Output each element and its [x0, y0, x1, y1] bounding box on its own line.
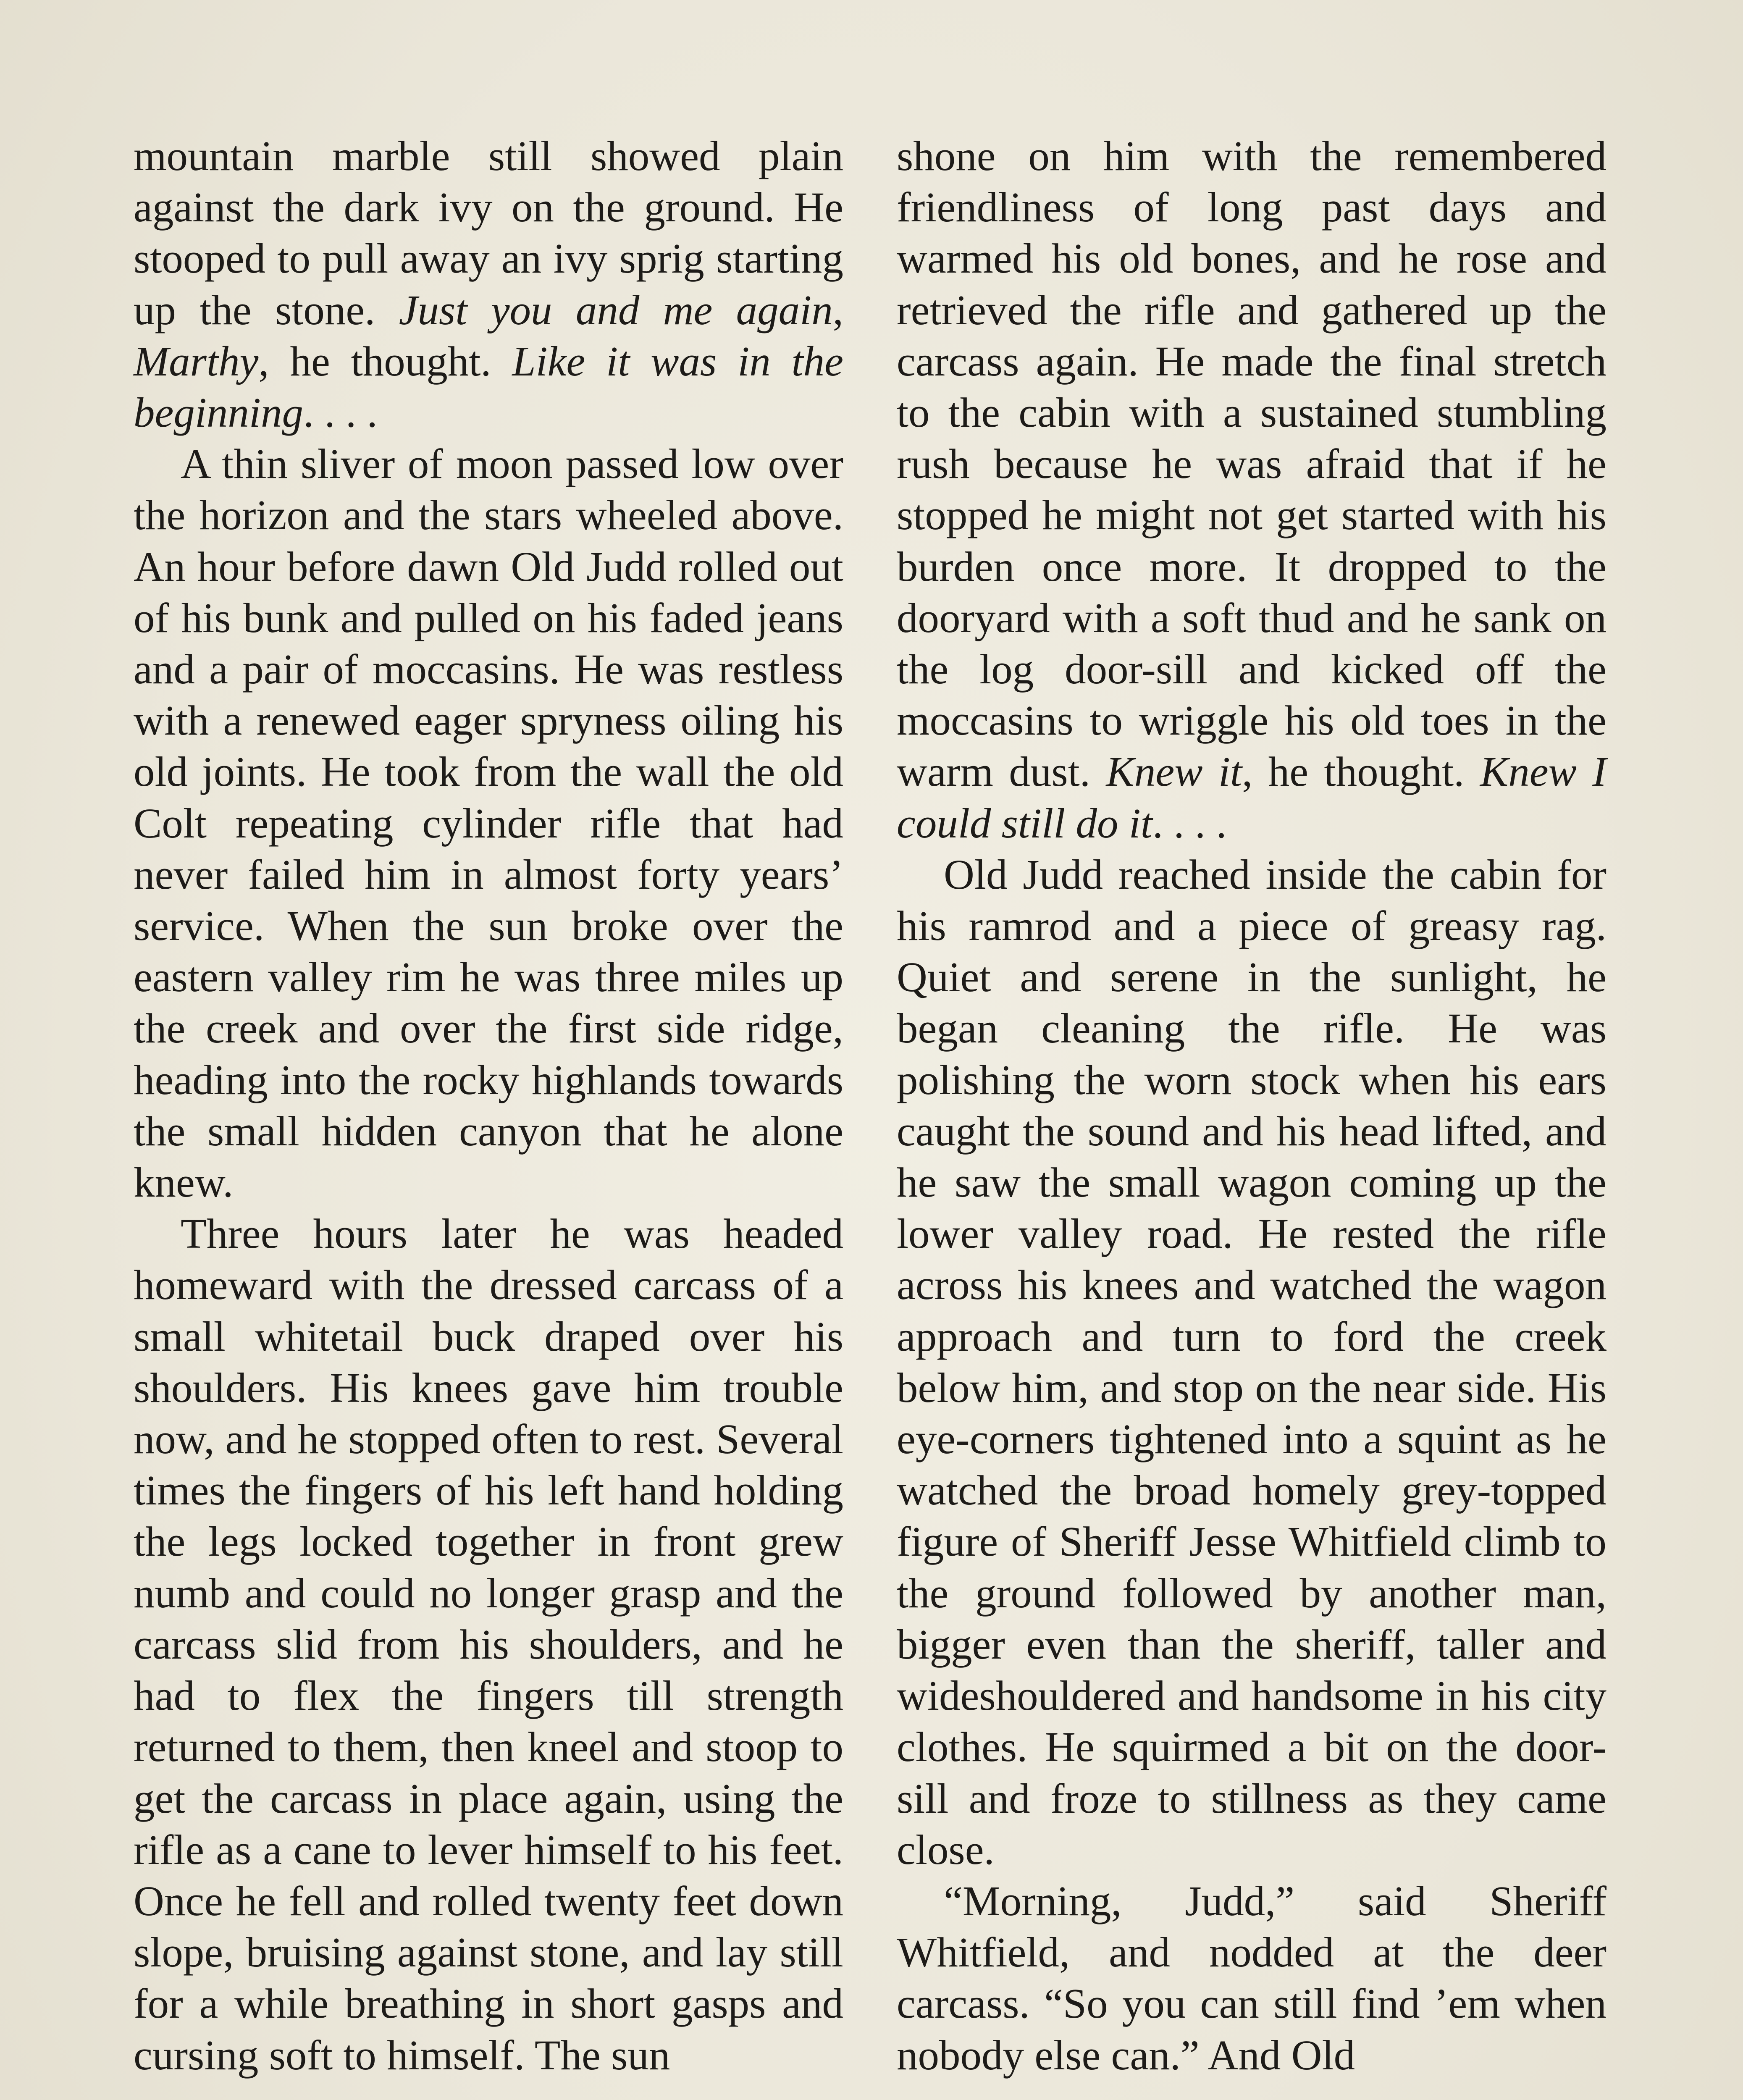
italic-thought: Just you and me again	[399, 286, 833, 333]
italic-thought: Like it was in the beginning	[134, 337, 844, 436]
paragraph-text: , he thought.	[258, 337, 512, 385]
paragraph-text: mountain marble still showed plain against the dark ivy on the ground. He stooped to pull away an ivy sprig starting up the stone.	[134, 132, 843, 333]
paragraph-text: shone on him with the remembered friendliness of long past days and warmed his old bones, and he rose and retrieved the rifle and gathered up the carcass again. He made the final stretch to the cabin with a sustained stumbling rush because he was afraid that if he stopped he might not get started with his burden once more. It dropped to the dooryard with a soft thud and he sank on the log door-sill and kicked off the moccasins to wriggle his old toes in the warm dust.	[897, 132, 1606, 795]
text-column-left	[134, 130, 843, 2081]
paragraph-text: , he thought.	[1242, 748, 1480, 795]
italic-thought: Knew I could still do it	[897, 748, 1606, 847]
italic-thought: Knew it	[1106, 748, 1242, 795]
paragraph	[897, 130, 1606, 849]
ellipsis: . . . .	[1152, 799, 1227, 847]
paragraph-text: ,	[832, 286, 843, 333]
paragraph: “Morning, Judd,” said Sheriff Whitfield, and nodded at the deer carcass. “So you can still find ’em when nobody else can.” And Old	[897, 1877, 1606, 2079]
paragraph	[134, 130, 843, 438]
paragraph: Three hours later he was headed homeward with the dressed carcass of a small whitetail buck draped over his shoulders. His knees gave him trouble now, and he stopped often to rest. Several times the fingers of his left hand holding the legs locked together in front grew numb and could no longer grasp and the carcass slid from his shoulders, and he had to flex the fingers till strength returned to them, then kneel and stoop to get the carcass in place again, using the rifle as a cane to lever himself to his feet. Once he fell and rolled twenty feet down slope, bruising against stone, and lay still for a while breathing in short gasps and cursing soft to himself. The sun	[134, 1210, 843, 2079]
ellipsis: . . . .	[303, 389, 378, 436]
paragraph: A thin sliver of moon passed low over the horizon and the stars wheeled above. An hour before dawn Old Judd rolled out of his bunk and pulled on his faded jeans and a pair of moccasins. He was restless with a renewed eager spryness oiling his old joints. He took from the wall the old Colt repeating cylinder rifle that had never failed him in almost forty years’ service. When the sun broke over the eastern valley rim he was three miles up the creek and over the first side ridge, heading into the rocky highlands towards the small hidden canyon that he alone knew.	[134, 440, 843, 1206]
italic-thought: Marthy	[134, 337, 259, 385]
text-column-right	[897, 130, 1606, 2081]
paragraph: Old Judd reached inside the cabin for his ramrod and a piece of greasy rag. Quiet and serene in the sunlight, he began cleaning the rifle. He was polishing the worn stock when his ears caught the sound and his head lifted, and he saw the small wagon coming up the lower valley road. He rested the rifle across his knees and watched the wagon approach and turn to ford the creek below him, and stop on the near side. His eye-corners tightened into a squint as he watched the broad homely grey-topped figure of Sheriff Jesse Whitfield climb to the ground followed by another man, bigger even than the sheriff, taller and wideshouldered and handsome in his city clothes. He squirmed a bit on the door-sill and froze to stillness as they came close.	[897, 850, 1606, 1873]
